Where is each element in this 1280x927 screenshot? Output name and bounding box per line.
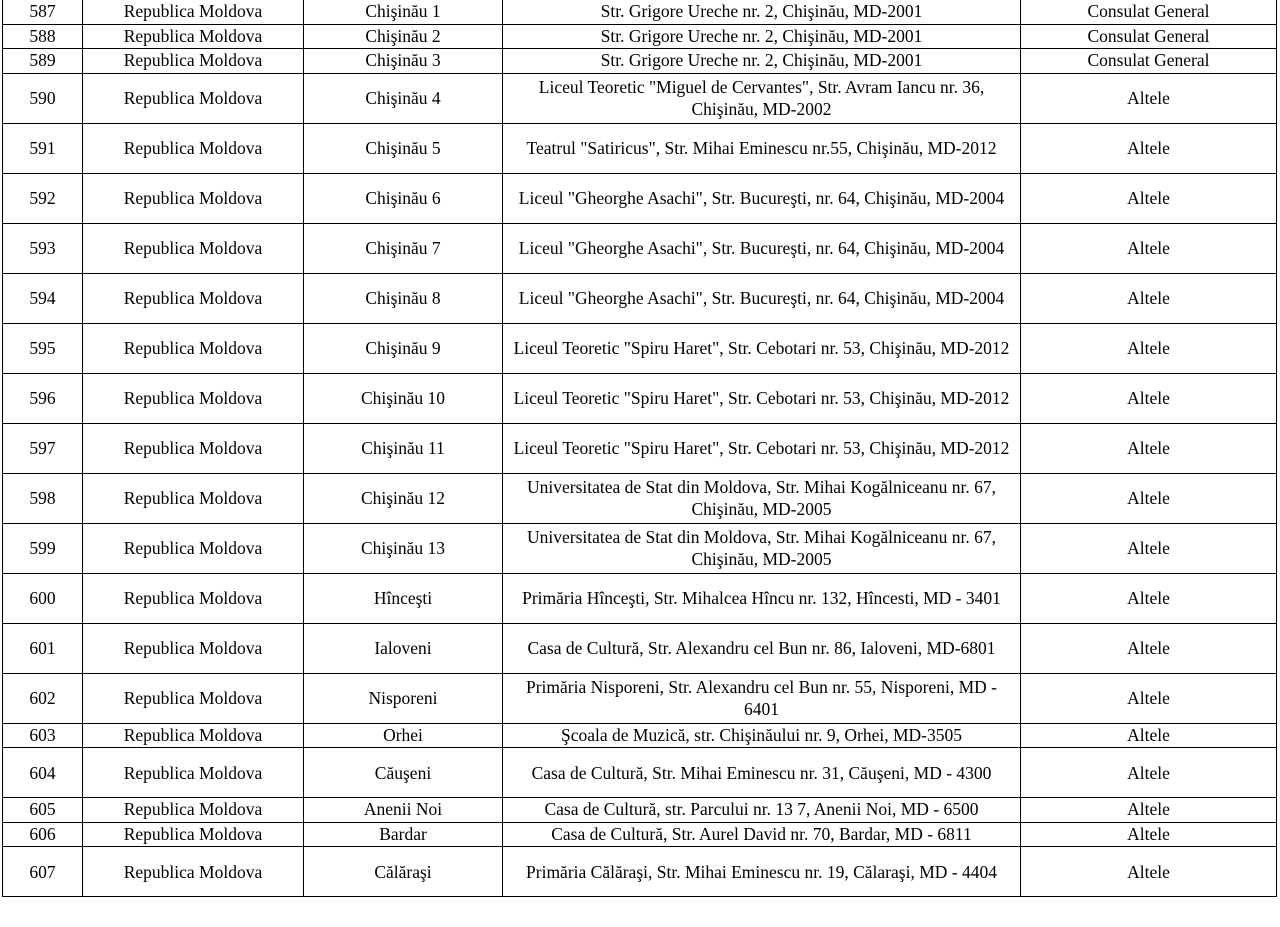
cell-country: Republica Moldova: [83, 673, 304, 723]
table-row: [3, 273, 1277, 323]
cell-address: Liceul Teoretic "Spiru Haret", Str. Cebotari nr. 53, Chişinău, MD-2012: [503, 423, 1021, 473]
cell-number: 593: [3, 223, 83, 273]
cell-address: Primăria Nisporeni, Str. Alexandru cel Bun nr. 55, Nisporeni, MD - 6401: [503, 673, 1021, 723]
cell-country: Republica Moldova: [83, 847, 304, 897]
table-row: [3, 323, 1277, 373]
cell-country: Republica Moldova: [83, 822, 304, 847]
cell-number: 601: [3, 623, 83, 673]
cell-number: 607: [3, 847, 83, 897]
cell-address: Liceul Teoretic "Spiru Haret", Str. Cebotari nr. 53, Chişinău, MD-2012: [503, 323, 1021, 373]
cell-locality: Ialoveni: [304, 623, 503, 673]
cell-address: Universitatea de Stat din Moldova, Str. Mihai Kogălniceanu nr. 67, Chişinău, MD-2005: [503, 523, 1021, 573]
table-row: [3, 73, 1277, 123]
cell-address: Teatrul "Satiricus", Str. Mihai Eminescu nr.55, Chişinău, MD-2012: [503, 123, 1021, 173]
cell-type: Altele: [1021, 223, 1277, 273]
cell-type: Altele: [1021, 123, 1277, 173]
cell-country: Republica Moldova: [83, 223, 304, 273]
cell-type: Altele: [1021, 423, 1277, 473]
cell-locality: Chişinău 7: [304, 223, 503, 273]
table-row: [3, 473, 1277, 523]
cell-country: Republica Moldova: [83, 73, 304, 123]
cell-locality: Hînceşti: [304, 573, 503, 623]
cell-type: Altele: [1021, 73, 1277, 123]
cell-type: Consulat General: [1021, 24, 1277, 49]
cell-number: 589: [3, 49, 83, 74]
cell-locality: Chişinău 8: [304, 273, 503, 323]
cell-country: Republica Moldova: [83, 748, 304, 798]
cell-address: Liceul Teoretic "Miguel de Cervantes", Str. Avram Iancu nr. 36, Chişinău, MD-2002: [503, 73, 1021, 123]
cell-country: Republica Moldova: [83, 24, 304, 49]
cell-country: Republica Moldova: [83, 323, 304, 373]
table-row: [3, 423, 1277, 473]
cell-type: Altele: [1021, 748, 1277, 798]
cell-number: 597: [3, 423, 83, 473]
table-row: [3, 24, 1277, 49]
cell-locality: Chişinău 13: [304, 523, 503, 573]
cell-country: Republica Moldova: [83, 798, 304, 823]
cell-country: Republica Moldova: [83, 273, 304, 323]
cell-type: Altele: [1021, 847, 1277, 897]
cell-address: Str. Grigore Ureche nr. 2, Chişinău, MD-2001: [503, 49, 1021, 74]
cell-number: 602: [3, 673, 83, 723]
table-row: [3, 523, 1277, 573]
cell-country: Republica Moldova: [83, 123, 304, 173]
cell-type: Altele: [1021, 273, 1277, 323]
table-row: [3, 798, 1277, 823]
cell-country: Republica Moldova: [83, 723, 304, 748]
cell-number: 605: [3, 798, 83, 823]
cell-number: 594: [3, 273, 83, 323]
cell-locality: Chişinău 5: [304, 123, 503, 173]
cell-locality: Chişinău 11: [304, 423, 503, 473]
table-row: [3, 0, 1277, 24]
cell-locality: Chişinău 1: [304, 0, 503, 24]
cell-address: Liceul "Gheorghe Asachi", Str. Bucureşti, nr. 64, Chişinău, MD-2004: [503, 173, 1021, 223]
table-row: [3, 623, 1277, 673]
polling-stations-table-wrapper: [2, 0, 1276, 897]
cell-country: Republica Moldova: [83, 623, 304, 673]
cell-number: 591: [3, 123, 83, 173]
cell-locality: Chişinău 12: [304, 473, 503, 523]
table-row: [3, 573, 1277, 623]
table-row: [3, 223, 1277, 273]
cell-country: Republica Moldova: [83, 423, 304, 473]
polling-stations-table: [2, 0, 1277, 897]
cell-address: Liceul "Gheorghe Asachi", Str. Bucureşti, nr. 64, Chişinău, MD-2004: [503, 273, 1021, 323]
cell-number: 598: [3, 473, 83, 523]
cell-number: 596: [3, 373, 83, 423]
cell-type: Altele: [1021, 373, 1277, 423]
cell-address: Casa de Cultură, Str. Aurel David nr. 70, Bardar, MD - 6811: [503, 822, 1021, 847]
table-row: [3, 847, 1277, 897]
cell-type: Altele: [1021, 673, 1277, 723]
table-row: [3, 49, 1277, 74]
table-row: [3, 373, 1277, 423]
cell-locality: Anenii Noi: [304, 798, 503, 823]
cell-type: Altele: [1021, 822, 1277, 847]
cell-country: Republica Moldova: [83, 0, 304, 24]
cell-address: Str. Grigore Ureche nr. 2, Chişinău, MD-2001: [503, 24, 1021, 49]
cell-number: 599: [3, 523, 83, 573]
cell-type: Consulat General: [1021, 0, 1277, 24]
cell-address: Casa de Cultură, Str. Alexandru cel Bun nr. 86, Ialoveni, MD-6801: [503, 623, 1021, 673]
cell-address: Universitatea de Stat din Moldova, Str. Mihai Kogălniceanu nr. 67, Chişinău, MD-2005: [503, 473, 1021, 523]
cell-type: Consulat General: [1021, 49, 1277, 74]
cell-type: Altele: [1021, 798, 1277, 823]
cell-locality: Orhei: [304, 723, 503, 748]
cell-address: Casa de Cultură, Str. Mihai Eminescu nr. 31, Căuşeni, MD - 4300: [503, 748, 1021, 798]
cell-type: Altele: [1021, 173, 1277, 223]
cell-number: 590: [3, 73, 83, 123]
cell-number: 592: [3, 173, 83, 223]
cell-number: 588: [3, 24, 83, 49]
table-row: [3, 723, 1277, 748]
cell-number: 603: [3, 723, 83, 748]
cell-number: 587: [3, 0, 83, 24]
cell-address: Casa de Cultură, str. Parcului nr. 13 7, Anenii Noi, MD - 6500: [503, 798, 1021, 823]
cell-type: Altele: [1021, 473, 1277, 523]
cell-address: Primăria Hînceşti, Str. Mihalcea Hîncu nr. 132, Hîncesti, MD - 3401: [503, 573, 1021, 623]
cell-country: Republica Moldova: [83, 49, 304, 74]
cell-country: Republica Moldova: [83, 573, 304, 623]
cell-country: Republica Moldova: [83, 173, 304, 223]
cell-locality: Chişinău 6: [304, 173, 503, 223]
table-row: [3, 748, 1277, 798]
cell-number: 606: [3, 822, 83, 847]
table-row: [3, 123, 1277, 173]
table-row: [3, 822, 1277, 847]
table-body: [3, 0, 1277, 897]
cell-address: Liceul Teoretic "Spiru Haret", Str. Cebotari nr. 53, Chişinău, MD-2012: [503, 373, 1021, 423]
cell-address: Liceul "Gheorghe Asachi", Str. Bucureşti, nr. 64, Chişinău, MD-2004: [503, 223, 1021, 273]
cell-locality: Chişinău 2: [304, 24, 503, 49]
cell-number: 604: [3, 748, 83, 798]
cell-locality: Chişinău 10: [304, 373, 503, 423]
cell-type: Altele: [1021, 723, 1277, 748]
cell-number: 595: [3, 323, 83, 373]
table-row: [3, 173, 1277, 223]
table-row: [3, 673, 1277, 723]
cell-locality: Chişinău 3: [304, 49, 503, 74]
cell-type: Altele: [1021, 323, 1277, 373]
cell-country: Republica Moldova: [83, 523, 304, 573]
cell-type: Altele: [1021, 623, 1277, 673]
cell-locality: Chişinău 4: [304, 73, 503, 123]
cell-type: Altele: [1021, 523, 1277, 573]
cell-locality: Bardar: [304, 822, 503, 847]
cell-locality: Călăraşi: [304, 847, 503, 897]
cell-locality: Nisporeni: [304, 673, 503, 723]
cell-number: 600: [3, 573, 83, 623]
cell-country: Republica Moldova: [83, 373, 304, 423]
cell-country: Republica Moldova: [83, 473, 304, 523]
cell-address: Şcoala de Muzică, str. Chişinăului nr. 9, Orhei, MD-3505: [503, 723, 1021, 748]
cell-type: Altele: [1021, 573, 1277, 623]
cell-locality: Căuşeni: [304, 748, 503, 798]
cell-address: Str. Grigore Ureche nr. 2, Chişinău, MD-2001: [503, 0, 1021, 24]
cell-locality: Chişinău 9: [304, 323, 503, 373]
cell-address: Primăria Călăraşi, Str. Mihai Eminescu nr. 19, Călaraşi, MD - 4404: [503, 847, 1021, 897]
